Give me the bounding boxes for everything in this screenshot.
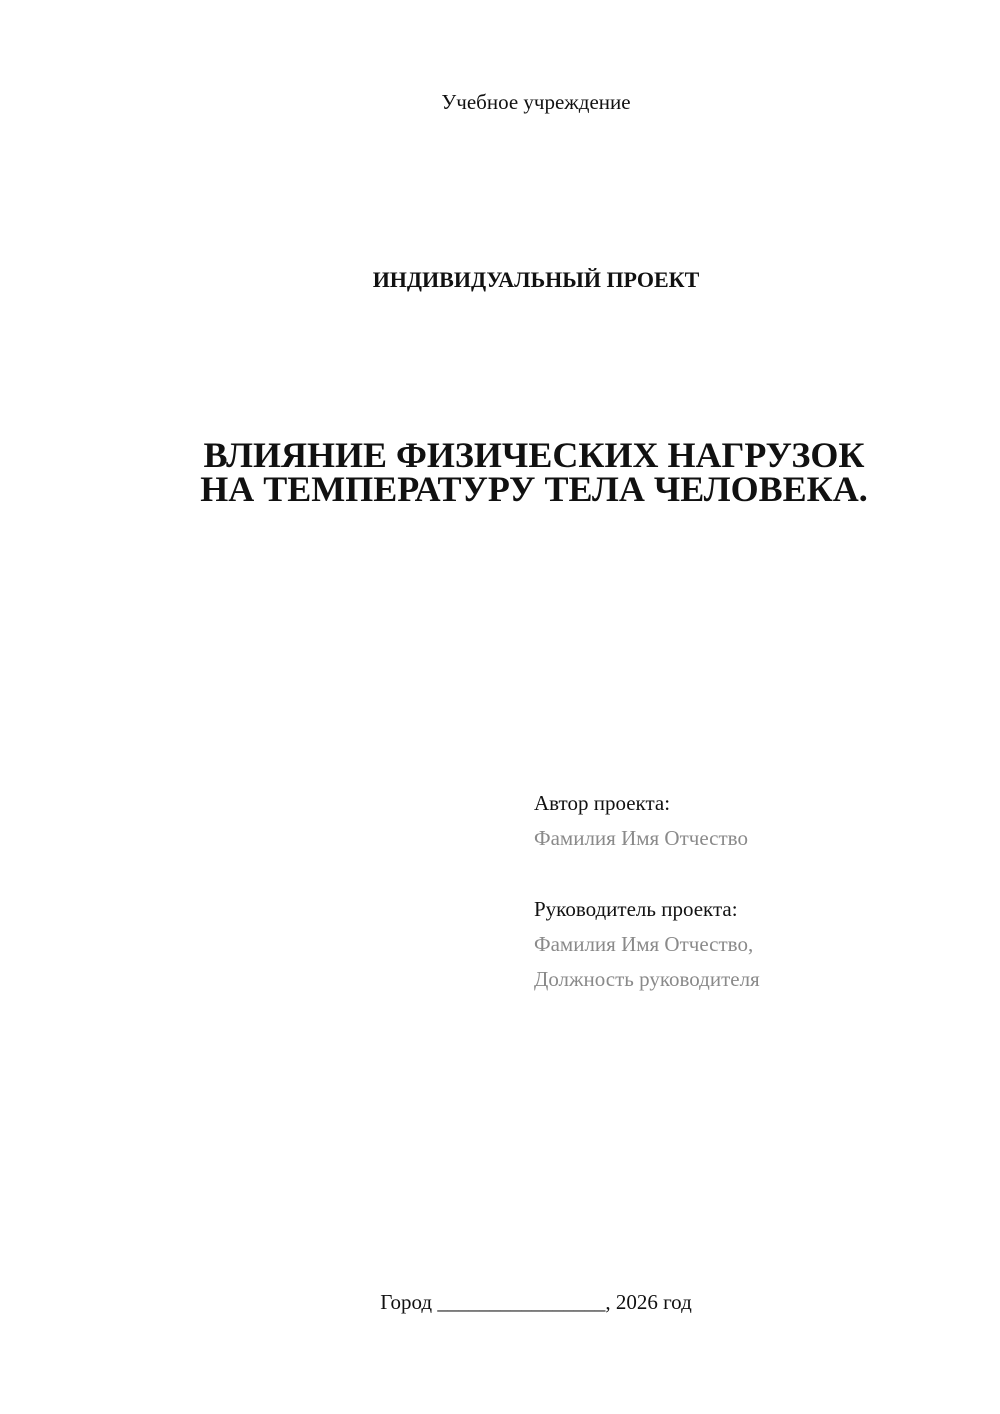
city-blank: ________________: [437, 1290, 606, 1314]
supervisor-position: Должность руководителя: [534, 967, 760, 991]
author-block: [534, 786, 748, 856]
institution-name: Учебное учреждение: [441, 90, 631, 114]
year-text: , 2026 год: [605, 1290, 692, 1314]
author-label: Автор проекта:: [534, 791, 671, 815]
project-title-line-2: НА ТЕМПЕРАТУРУ ТЕЛА ЧЕЛОВЕКА.: [200, 469, 868, 509]
supervisor-label: Руководитель проекта:: [534, 897, 738, 921]
supervisor-block: [534, 892, 760, 997]
city-year-line: [0, 1290, 1000, 1315]
project-title-line-1: ВЛИЯНИЕ ФИЗИЧЕСКИХ НАГРУЗОК: [203, 435, 865, 475]
city-label: Город: [380, 1290, 433, 1314]
author-name: Фамилия Имя Отчество: [534, 826, 748, 850]
supervisor-name: Фамилия Имя Отчество,: [534, 932, 754, 956]
document-type: ИНДИВИДУАЛЬНЫЙ ПРОЕКТ: [372, 267, 700, 292]
project-title: [0, 435, 1000, 509]
